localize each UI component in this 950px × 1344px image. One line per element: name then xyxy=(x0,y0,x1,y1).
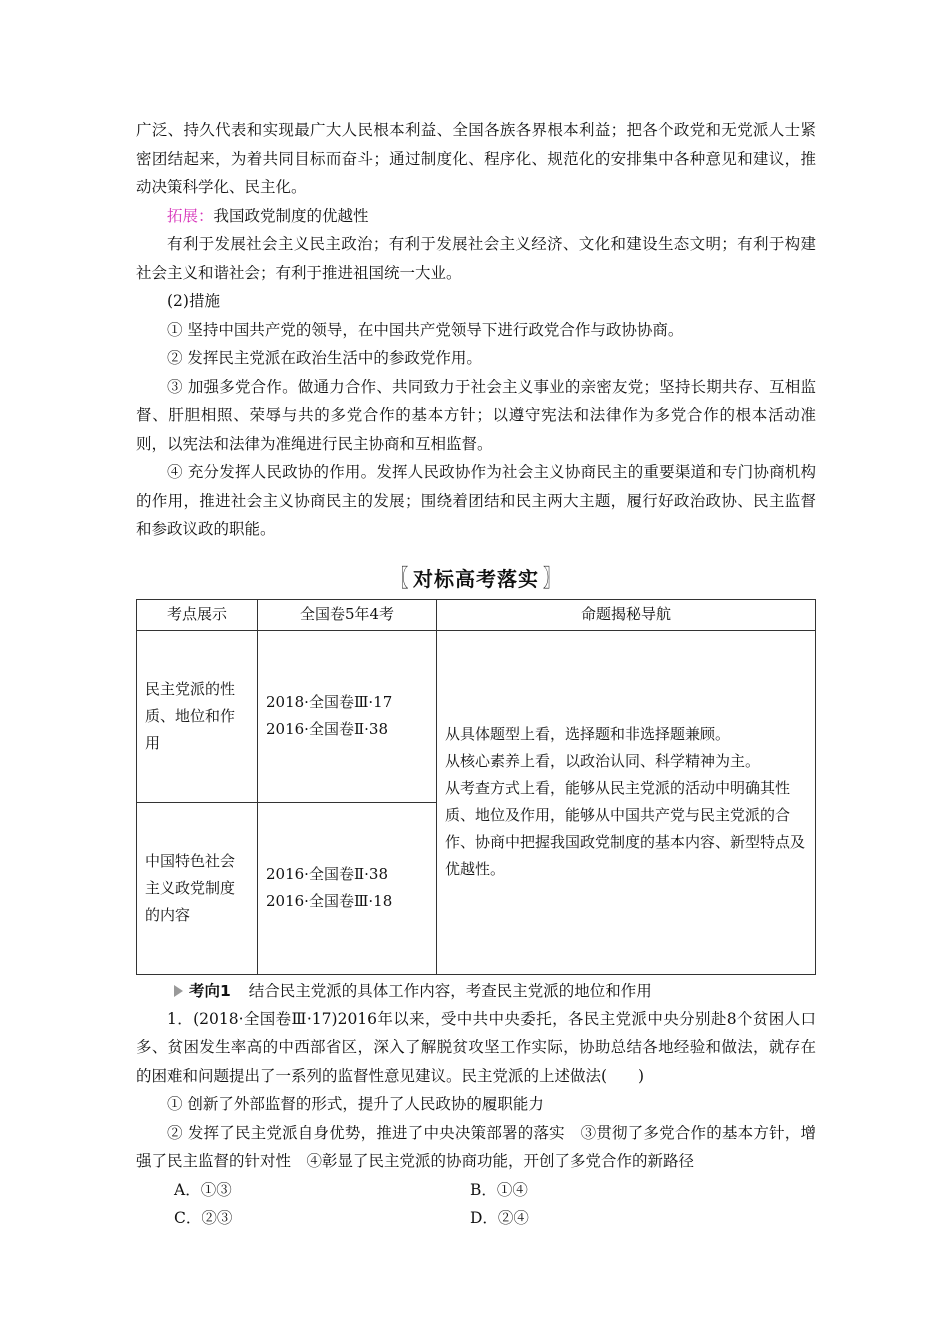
exam-table xyxy=(136,599,816,975)
guide-cell xyxy=(437,630,816,974)
question-direction xyxy=(136,977,816,1005)
topic-cell: 民主党派的性质、地位和作用 xyxy=(137,630,258,802)
option-c[interactable]: C．②③ xyxy=(174,1209,233,1227)
measures-heading: (2)措施 xyxy=(167,292,220,310)
extension-title: 我国政党制度的优越性 xyxy=(213,206,369,225)
exam-item: 2018·全国卷Ⅲ·17 xyxy=(266,693,393,711)
header-topic: 考点展示 xyxy=(137,599,258,630)
header-exams: 全国卷5年4考 xyxy=(258,599,437,630)
measure-4: ④ 充分发挥人民政协的作用。发挥人民政协作为社会主义协商民主的重要渠道和专门协商机构的作用，推进社会主义协商民主的发展；围绕着团结和民主两大主题，履行好政治政协、民主监督和参政议政的职能。 xyxy=(136,463,816,538)
guide-line: 从核心素养上看，以政治认同、科学精神为主。 xyxy=(445,752,761,770)
question-stem: 1．(2018·全国卷Ⅲ·17)2016年以来，受中共中央委托，各民主党派中央分别赴8个贫困人口多、贫困发生率高的中西部省区，深入了解脱贫攻坚工作实际，协助总结各地经验和做法，就存在的困难和问题提出了一系列的监督性意见建议。民主党派的上述做法( ) xyxy=(136,1009,816,1085)
option-b[interactable]: B．①④ xyxy=(470,1180,528,1199)
exam-item: 2016·全国卷Ⅱ·38 xyxy=(266,720,388,738)
table-row xyxy=(137,630,816,802)
options-row-1 xyxy=(136,1176,816,1205)
section-title-text: 对标高考落实 xyxy=(413,566,539,591)
direction-label: 考向1 xyxy=(189,981,231,1000)
guide-line: 从考查方式上看，能够从民主党派的活动中明确其性质、地位及作用，能够从中国共产党与民主党派的合作、协商中把握我国政党制度的基本内容、新型特点及优越性。 xyxy=(445,779,806,878)
exam-item: 2016·全国卷Ⅱ·38 xyxy=(266,865,388,883)
statement-2-4: ② 发挥了民主党派自身优势，推进了中央决策部署的落实 ③贯彻了多党合作的基本方针，增强了民主监督的针对性 ④彰显了民主党派的协商功能，开创了多党合作的新路径 xyxy=(136,1123,816,1170)
direction-text: 结合民主党派的具体工作内容，考查民主党派的地位和作用 xyxy=(248,981,652,1000)
right-bracket: 〗 xyxy=(542,563,561,592)
paragraph-cppcc-advantages: 广泛、持久代表和实现最广大人民根本利益、全国各族各界根本利益；把各个政党和无党派人士紧密团结起来，为着共同目标而奋斗；通过制度化、程序化、规范化的安排集中各种意见和建议，推动决策科学化、民主化。 xyxy=(136,121,816,196)
document-page xyxy=(136,116,816,1233)
left-bracket: 〖 xyxy=(391,563,410,592)
paragraph-superiority: 有利于发展社会主义民主政治；有利于发展社会主义经济、文化和建设生态文明；有利于构建社会主义和谐社会；有利于推进祖国统一大业。 xyxy=(136,235,816,282)
exam-cell xyxy=(258,802,437,974)
header-guide: 命题揭秘导航 xyxy=(437,599,816,630)
option-a[interactable]: A．①③ xyxy=(174,1180,232,1199)
measure-1: ① 坚持中国共产党的领导，在中国共产党领导下进行政党合作与政协协商。 xyxy=(167,320,684,339)
guide-line: 从具体题型上看，选择题和非选择题兼顾。 xyxy=(445,725,731,743)
extension-heading xyxy=(136,202,816,231)
topic-cell: 中国特色社会主义政党制度的内容 xyxy=(137,802,258,974)
measure-3: ③ 加强多党合作。做通力合作、共同致力于社会主义事业的亲密友党；坚持长期共存、互相监督、肝胆相照、荣辱与共的多党合作的基本方针；以遵守宪法和法律作为多党合作的根本活动准则，以宪法和法律为准绳进行民主协商和互相监督。 xyxy=(136,377,816,453)
extension-label: 拓展： xyxy=(167,206,214,225)
exam-cell xyxy=(258,630,437,802)
table-header-row xyxy=(137,599,816,630)
options-row-2 xyxy=(136,1204,816,1233)
exam-item: 2016·全国卷Ⅲ·18 xyxy=(266,892,393,910)
statement-1: ① 创新了外部监督的形式，提升了人民政协的履职能力 xyxy=(167,1095,544,1113)
triangle-icon xyxy=(174,985,183,997)
measure-2: ② 发挥民主党派在政治生活中的参政党作用。 xyxy=(167,349,482,367)
option-d[interactable]: D．②④ xyxy=(470,1209,529,1227)
section-title xyxy=(136,564,816,593)
